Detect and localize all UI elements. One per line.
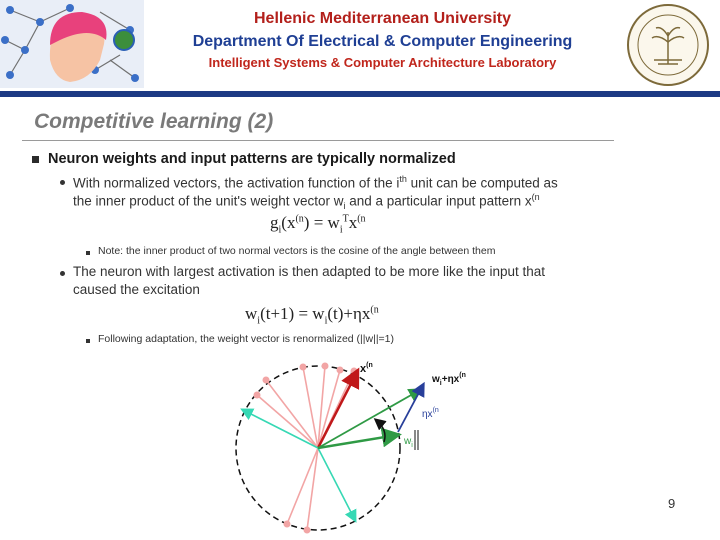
bullet-square-icon [32, 156, 39, 163]
bullet-dot-icon [60, 271, 65, 276]
university-seal-icon [620, 2, 716, 88]
eta-x-vector [398, 385, 423, 432]
lab-logo-icon [0, 0, 144, 88]
note-inner-product: Note: the inner product of two normal vectors is the cosine of the angle between them [98, 245, 496, 257]
label-updated-weight: $w_i+\eta x^{(n}$ [432, 372, 466, 387]
bullet-small-square-icon [86, 339, 90, 343]
label-weight: $w_i$ [404, 436, 413, 449]
note-renormalized: Following adaptation, the weight vector is renormalized (||w||=1) [98, 333, 395, 345]
competitive-learning-diagram [228, 350, 488, 540]
bullet-small-square-icon [86, 251, 90, 255]
page-number: 9 [668, 496, 676, 511]
sub-bullet-activation: With normalized vectors, the activation function of the $i^{th}$ unit can be computed as [73, 174, 558, 191]
sub-bullet-adaptation-cont: caused the excitation [73, 282, 200, 297]
header-divider [0, 91, 720, 97]
equation-activation: $g_i(x^{(n}) = w_i^Tx^{(n}$ [270, 213, 366, 236]
bullet-dot-icon [60, 180, 65, 185]
bullet-normalized: Neuron weights and input patterns are typically normalized [48, 151, 456, 167]
header-banner [0, 0, 720, 93]
sub-bullet-activation-cont: the inner product of the unit's weight vector $w_i$ and a particular input pattern $x^{(n}$ [73, 192, 540, 212]
label-x-input: $x^{(n}$ [360, 362, 373, 375]
university-name: Hellenic Mediterranean University [254, 10, 511, 27]
equation-update: $w_i(t+1) = w_i(t)+\eta x^{(n}$ [245, 304, 379, 327]
lab-name: Intelligent Systems & Computer Architecture Laboratory [208, 55, 557, 70]
label-eta-x: $\eta x^{(n}$ [422, 407, 439, 420]
slide-title: Competitive learning (2) [34, 110, 274, 133]
weight-vector-down [318, 448, 355, 520]
input-patterns [257, 366, 354, 530]
title-underline [22, 140, 614, 141]
department-name: Department Of Electrical & Computer Engineering [192, 33, 573, 50]
sub-bullet-adaptation: The neuron with largest activation is then adapted to be more like the input that [73, 264, 546, 279]
